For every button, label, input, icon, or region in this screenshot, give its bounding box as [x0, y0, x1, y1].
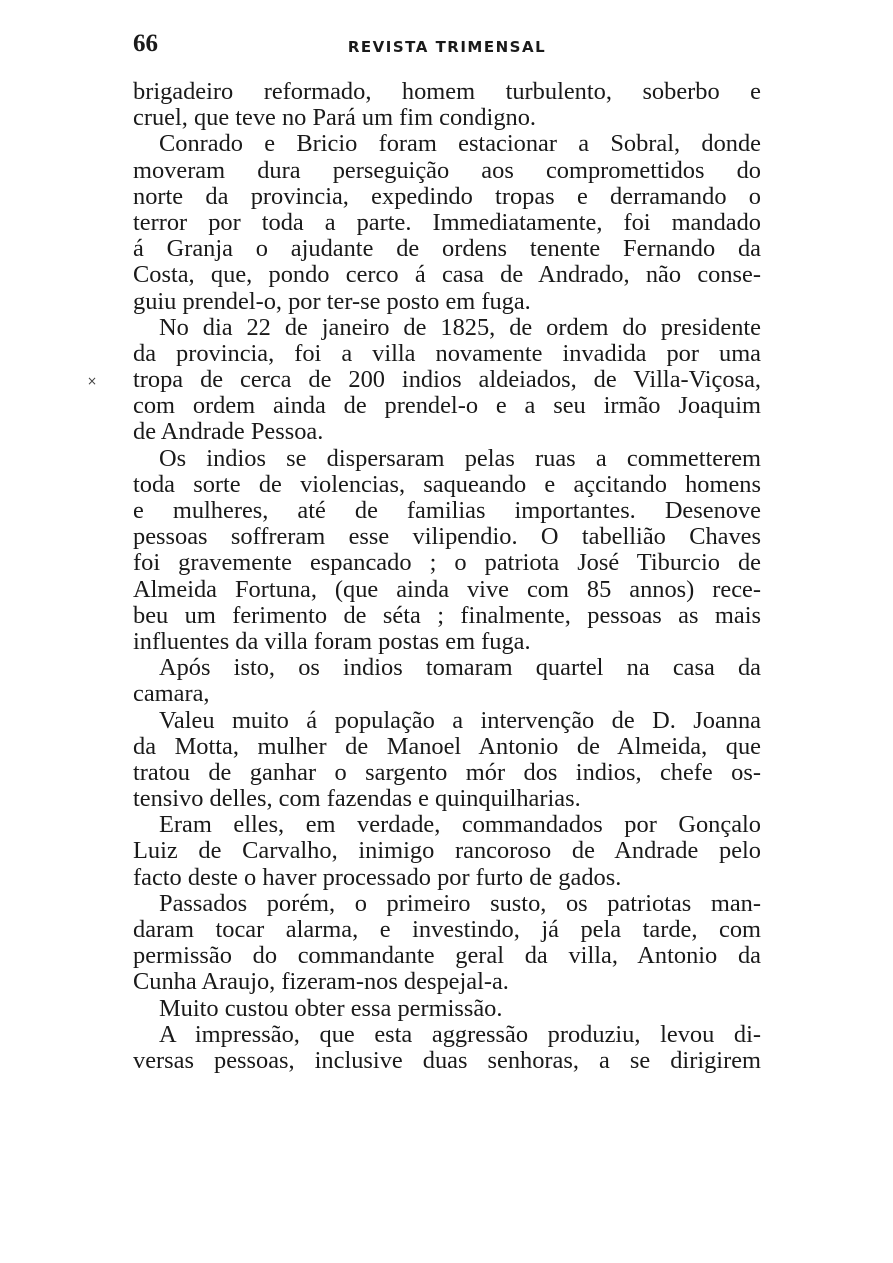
text-line: brigadeiro reformado, homem turbulento, soberbo e: [133, 78, 761, 105]
text-line: norte da provincia, expedindo tropas e derramando o: [133, 182, 761, 210]
text-line: Muito custou obter essa permissão.: [159, 994, 503, 1022]
body-text: [133, 79, 761, 1074]
text-line: beu um ferimento de séta ; finalmente, pessoas as mais: [133, 601, 761, 629]
text-line: Valeu muito á população a intervenção de D. Joanna: [159, 706, 761, 734]
page-number: 66: [133, 30, 158, 57]
text-line: Cunha Araujo, fizeram-nos despejal-a.: [133, 968, 509, 996]
text-line: cruel, que teve no Pará um fim condigno.: [133, 104, 537, 132]
text-line: versas pessoas, inclusive duas senhoras, a se dirigirem: [133, 1046, 761, 1074]
book-page: [133, 30, 761, 1074]
text-line: No dia 22 de janeiro de 1825, de ordem do presidente: [159, 313, 761, 341]
text-line: facto deste o haver processado por furto de gados.: [133, 863, 622, 891]
text-line: Eram elles, em verdade, commandados por Gonçalo: [159, 811, 761, 839]
text-line: moveram dura perseguição aos compromettidos do: [133, 156, 761, 184]
text-line: tensivo delles, com fazendas e quinquilharias.: [133, 785, 581, 813]
text-line: Almeida Fortuna, (que ainda vive com 85 annos) rece-: [133, 575, 761, 603]
text-line: e mulheres, até de familias importantes. Desenove: [133, 497, 761, 524]
margin-mark: ×: [87, 374, 98, 388]
text-line: á Granja o ajudante de ordens tenente Fernando da: [133, 235, 761, 263]
text-line: toda sorte de violencias, saqueando e açcitando homens: [133, 470, 761, 498]
text-line: Luiz de Carvalho, inimigo rancoroso de Andrade pelo: [133, 837, 761, 865]
text-line: A impressão, que esta aggressão produziu, levou di-: [159, 1020, 761, 1048]
text-line: influentes da villa foram postas em fuga.: [133, 627, 531, 655]
text-line: foi gravemente espancado ; o patriota José Tiburcio de: [133, 549, 761, 577]
text-line: com ordem ainda de prendel-o e a seu irmão Joaquim: [133, 392, 761, 420]
text-line: da provincia, foi a villa novamente invadida por uma: [133, 339, 761, 367]
text-line: pessoas soffreram esse vilipendio. O tabellião Chaves: [133, 523, 761, 551]
text-line: Costa, que, pondo cerco á casa de Andrado, não conse-: [133, 261, 761, 289]
running-head: [133, 30, 761, 60]
text-line: daram tocar alarma, e investindo, já pela tarde, com: [133, 916, 761, 943]
text-line: permissão do commandante geral da villa, Antonio da: [133, 942, 761, 970]
text-line: de Andrade Pessoa.: [133, 418, 324, 446]
text-line: tropa de cerca de 200 indios aldeiados, de Villa-Viçosa,: [133, 366, 761, 394]
text-line: Conrado e Bricio foram estacionar a Sobral, donde: [159, 130, 761, 158]
text-line: Os indios se dispersaram pelas ruas a commetterem: [159, 444, 761, 472]
text-line: Após isto, os indios tomaram quartel na casa da: [159, 654, 761, 682]
text-line: Passados porém, o primeiro susto, os patriotas man-: [159, 889, 761, 917]
text-line: terror por toda a parte. Immediatamente, foi mandado: [133, 208, 761, 236]
text-line: guiu prendel-o, por ter-se posto em fuga.: [133, 287, 531, 315]
text-line: da Motta, mulher de Manoel Antonio de Almeida, que: [133, 732, 761, 760]
running-title: REVISTA TRIMENSAL: [347, 38, 547, 56]
text-line: tratou de ganhar o sargento mór dos indios, chefe os-: [133, 758, 761, 786]
text-line: camara,: [133, 680, 210, 708]
